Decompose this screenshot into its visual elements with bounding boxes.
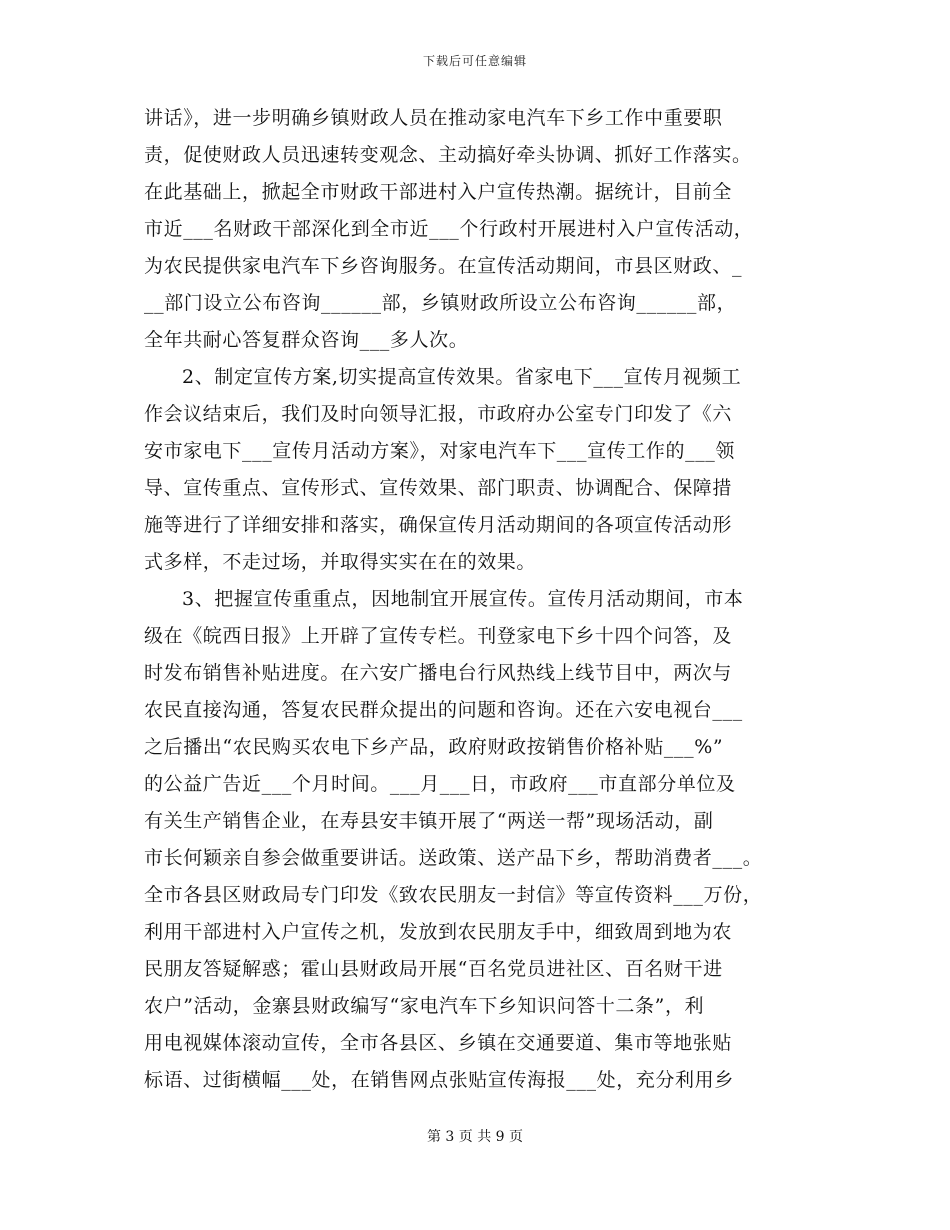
text-line: 安市家电下___宣传月活动方案》，对家电汽车下___宣传工作的___领 <box>144 440 736 462</box>
text-line: 用电视媒体滚动宣传，全市各县区、乡镇在交通要道、集市等地张贴 <box>144 1032 733 1054</box>
text-line: 民朋友答疑解惑；霍山县财政局开展“百名党员进社区、百名财干进 <box>144 958 723 980</box>
text-line: 责，促使财政人员迅速转变观念、主动搞好牵头协调、抓好工作落实。 <box>144 144 752 166</box>
text-line: 讲话》，进一步明确乡镇财政人员在推动家电汽车下乡工作中重要职 <box>144 107 723 129</box>
page-header-note: 下载后可任意编辑 <box>422 54 527 68</box>
text-line: __部门设立公布咨询______部，乡镇财政所设立公布咨询______部， <box>144 292 737 314</box>
text-line: 3、把握宣传重重点，因地制宜开展宣传。宣传月活动期间，市本 <box>182 588 744 610</box>
text-line: 标语、过街横幅___处，在销售网点张贴宣传海报___处，充分利用乡 <box>144 1069 734 1091</box>
text-line: 的公益广告近___个月时间。___月___日，市政府___市直部分单位及 <box>144 773 736 795</box>
text-line: 级在《皖西日报》上开辟了宣传专栏。刊登家电下乡十四个问答，及 <box>144 625 733 647</box>
text-line: 农民直接沟通，答复农民群众提出的问题和咨询。还在六安电视台___ <box>144 699 743 721</box>
text-line: 全年共耐心答复群众咨询___多人次。 <box>144 329 469 351</box>
text-line: 市近___名财政干部深化到全市近___个行政村开展进村入户宣传活动， <box>144 218 754 240</box>
text-line: 2、制定宣传方案,切实提高宣传效果。省家电下___宣传月视频工 <box>182 366 742 388</box>
page-number: 第 3 页 共 9 页 <box>426 1129 524 1145</box>
text-line: 导、宣传重点、宣传形式、宣传效果、部门职责、协调配合、保障措 <box>144 477 733 499</box>
text-line: 作会议结束后，我们及时向领导汇报，市政府办公室专门印发了《六 <box>144 403 733 425</box>
text-line: 之后播出“农民购买农电下乡产品，政府财政按销售价格补贴___%” <box>144 736 724 758</box>
text-line: 全市各县区财政局专门印发《致农民朋友一封信》等宣传资料___万份， <box>144 884 763 906</box>
text-line: 式多样，不走过场，并取得实实在在的效果。 <box>144 551 537 573</box>
text-line: 为农民提供家电汽车下乡咨询服务。在宣传活动期间，市县区财政、_ <box>144 255 743 277</box>
text-line: 时发布销售补贴进度。在六安广播电台行风热线上线节目中，两次与 <box>144 662 733 684</box>
text-line: 利用干部进村入户宣传之机，发放到农民朋友手中，细致周到地为农 <box>144 921 733 943</box>
text-line: 市长何颖亲自参会做重要讲话。送政策、送产品下乡，帮助消费者___。 <box>144 847 763 869</box>
text-line: 有关生产销售企业，在寿县安丰镇开展了“两送一帮”现场活动，副 <box>144 810 714 832</box>
text-line: 在此基础上，掀起全市财政干部进村入户宣传热潮。据统计，目前全 <box>144 181 733 203</box>
text-line: 施等进行了详细安排和落实，确保宣传月活动期间的各项宣传活动形 <box>144 514 733 536</box>
text-line: 农户”活动，金寨县财政编写“家电汽车下乡知识问答十二条”，利 <box>144 995 705 1017</box>
